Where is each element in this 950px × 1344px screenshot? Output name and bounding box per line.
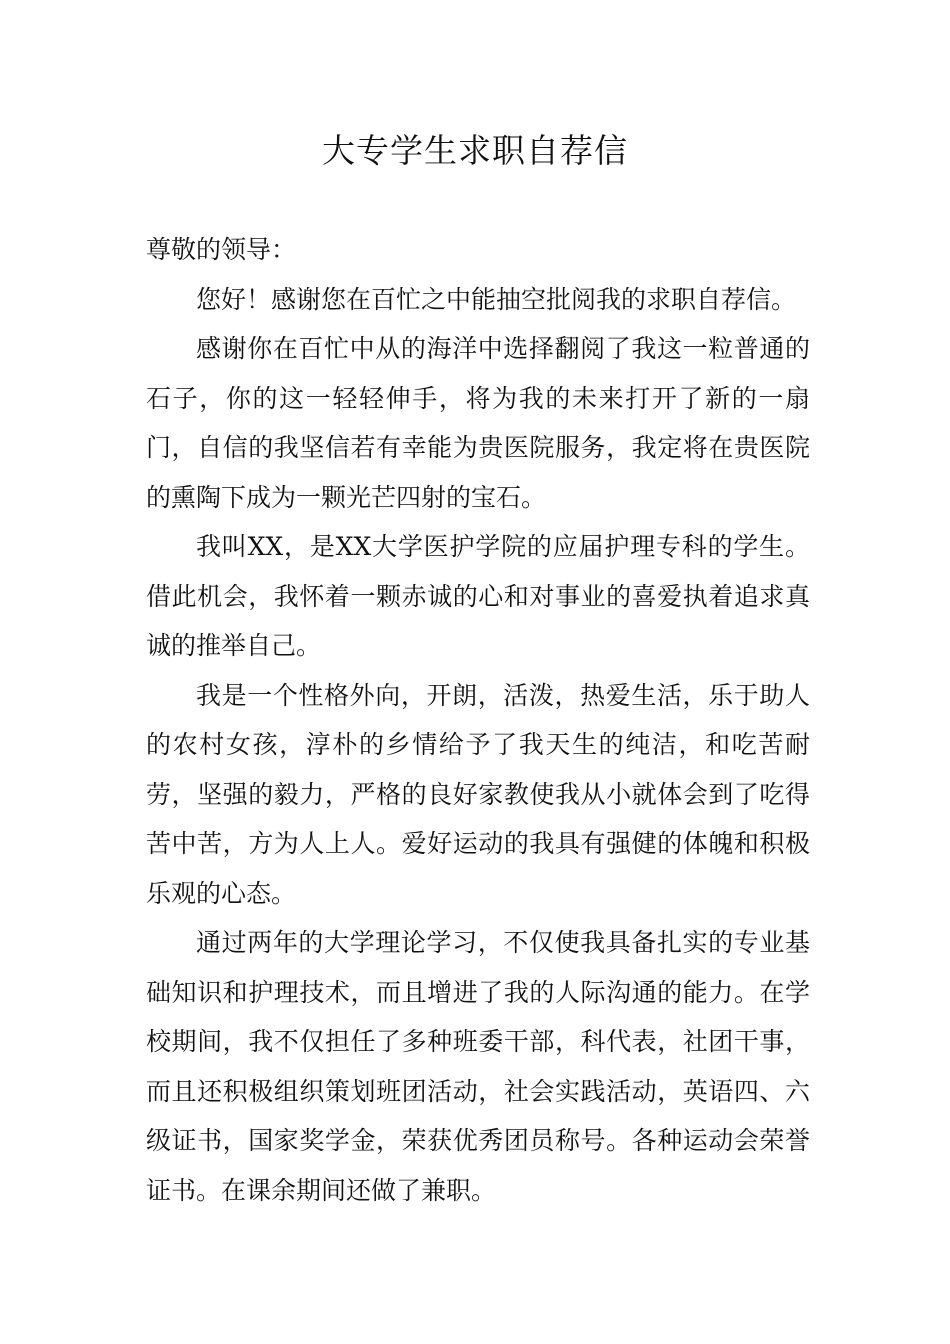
paragraph-thanks: 感谢你在百忙中从的海洋中选择翻阅了我这一粒普通的石子，你的这一轻轻伸手，将为我的未来打开了新的一扇门，自信的我坚信若有幸能为贵医院服务，我定将在贵医院的熏陶下成为一颗光芒四射的宝石。 <box>146 334 810 512</box>
paragraph-personality: 我是一个性格外向，开朗，活泼，热爱生活，乐于助人的农村女孩，淳朴的乡情给予了我天生的纯洁，和吃苦耐劳，坚强的毅力，严格的良好家教使我从小就体会到了吃得苦中苦，方为人上人。爱好运动的我具有强健的体魄和积极乐观的心态。 <box>146 680 810 908</box>
letter-body <box>146 225 810 1215</box>
paragraph-introduction: 我叫XX，是XX大学医护学院的应届护理专科的学生。借此机会，我怀着一颗赤诚的心和对事业的喜爱执着追求真诚的推举自己。 <box>146 532 810 660</box>
document-title: 大专学生求职自荐信 <box>322 131 628 170</box>
paragraph-greeting: 您好！感谢您在百忙之中能抽空批阅我的求职自荐信。 <box>196 284 797 314</box>
paragraph-education: 通过两年的大学理论学习，不仅使我具备扎实的专业基础知识和护理技术，而且增进了我的人际沟通的能力。在学校期间，我不仅担任了多种班委干部，科代表，社团干事，而且还积极组织策划班团活动，社会实践活动，英语四、六级证书，国家奖学金，荣获优秀团员称号。各种运动会荣誉证书。在课余期间还做了兼职。 <box>146 928 810 1205</box>
salutation: 尊敬的领导： <box>146 235 297 264</box>
